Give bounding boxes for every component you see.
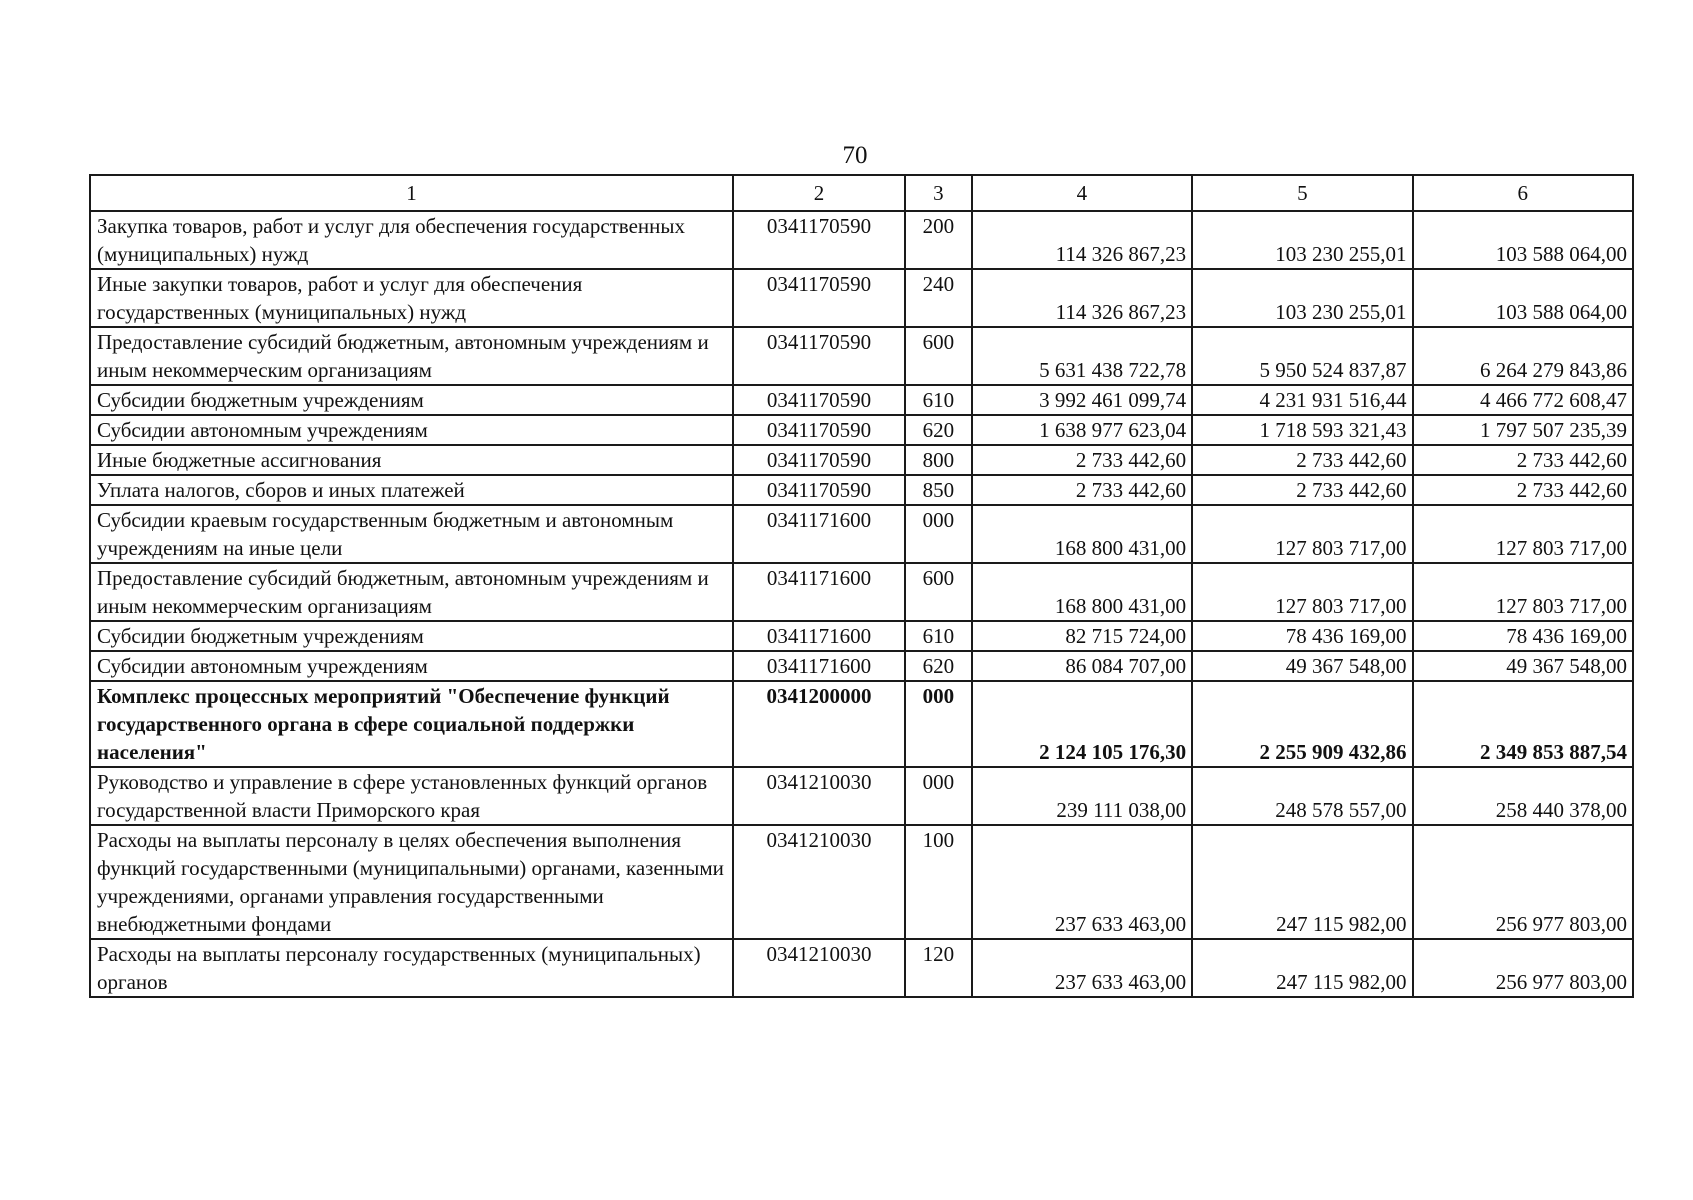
cell-type: 200 — [905, 211, 972, 269]
table-row — [90, 475, 1633, 505]
cell-amount-col4: 5 631 438 722,78 — [972, 327, 1192, 385]
column-header-1: 1 — [90, 175, 733, 211]
cell-amount-col5: 127 803 717,00 — [1192, 563, 1412, 621]
cell-amount-col6: 2 349 853 887,54 — [1413, 681, 1633, 767]
cell-amount-col5: 127 803 717,00 — [1192, 505, 1412, 563]
cell-type: 240 — [905, 269, 972, 327]
cell-amount-col5: 248 578 557,00 — [1192, 767, 1412, 825]
cell-amount-col5: 103 230 255,01 — [1192, 269, 1412, 327]
cell-amount-col6: 258 440 378,00 — [1413, 767, 1633, 825]
cell-type: 600 — [905, 563, 972, 621]
cell-amount-col5: 247 115 982,00 — [1192, 939, 1412, 997]
cell-amount-col5: 5 950 524 837,87 — [1192, 327, 1412, 385]
cell-amount-col5: 4 231 931 516,44 — [1192, 385, 1412, 415]
cell-amount-col6: 2 733 442,60 — [1413, 475, 1633, 505]
table-row — [90, 269, 1633, 327]
cell-name: Руководство и управление в сфере установленных функций органов государственной власти Приморского края — [90, 767, 733, 825]
cell-amount-col4: 3 992 461 099,74 — [972, 385, 1192, 415]
cell-amount-col6: 78 436 169,00 — [1413, 621, 1633, 651]
cell-type: 120 — [905, 939, 972, 997]
cell-amount-col6: 6 264 279 843,86 — [1413, 327, 1633, 385]
cell-amount-col5: 2 733 442,60 — [1192, 445, 1412, 475]
table-row — [90, 445, 1633, 475]
cell-type: 620 — [905, 415, 972, 445]
cell-amount-col6: 256 977 803,00 — [1413, 825, 1633, 939]
cell-name: Комплекс процессных мероприятий "Обеспечение функций государственного органа в сфере социальной поддержки населения" — [90, 681, 733, 767]
page-number: 70 — [842, 142, 868, 169]
cell-amount-col4: 1 638 977 623,04 — [972, 415, 1192, 445]
table-row — [90, 385, 1633, 415]
cell-name: Предоставление субсидий бюджетным, автономным учреждениям и иным некоммерческим организациям — [90, 327, 733, 385]
cell-code: 0341210030 — [733, 939, 905, 997]
column-header-3: 3 — [905, 175, 972, 211]
cell-code: 0341210030 — [733, 767, 905, 825]
cell-amount-col4: 239 111 038,00 — [972, 767, 1192, 825]
cell-code: 0341171600 — [733, 621, 905, 651]
cell-type: 800 — [905, 445, 972, 475]
cell-amount-col5: 103 230 255,01 — [1192, 211, 1412, 269]
table-row — [90, 621, 1633, 651]
cell-code: 0341170590 — [733, 269, 905, 327]
cell-amount-col6: 127 803 717,00 — [1413, 505, 1633, 563]
cell-type: 100 — [905, 825, 972, 939]
cell-type: 000 — [905, 767, 972, 825]
cell-type: 610 — [905, 385, 972, 415]
table-body — [90, 211, 1633, 997]
cell-name: Закупка товаров, работ и услуг для обеспечения государственных (муниципальных) нужд — [90, 211, 733, 269]
cell-name: Расходы на выплаты персоналу государственных (муниципальных) органов — [90, 939, 733, 997]
cell-code: 0341170590 — [733, 327, 905, 385]
table-row — [90, 681, 1633, 767]
cell-code: 0341170590 — [733, 211, 905, 269]
cell-type: 000 — [905, 681, 972, 767]
cell-amount-col6: 4 466 772 608,47 — [1413, 385, 1633, 415]
column-header-5: 5 — [1192, 175, 1412, 211]
table-row — [90, 825, 1633, 939]
cell-type: 000 — [905, 505, 972, 563]
cell-type: 600 — [905, 327, 972, 385]
table-row — [90, 563, 1633, 621]
cell-name: Уплата налогов, сборов и иных платежей — [90, 475, 733, 505]
cell-amount-col5: 49 367 548,00 — [1192, 651, 1412, 681]
cell-amount-col5: 2 255 909 432,86 — [1192, 681, 1412, 767]
cell-amount-col5: 1 718 593 321,43 — [1192, 415, 1412, 445]
cell-amount-col6: 49 367 548,00 — [1413, 651, 1633, 681]
cell-name: Предоставление субсидий бюджетным, автономным учреждениям и иным некоммерческим организациям — [90, 563, 733, 621]
cell-amount-col4: 2 733 442,60 — [972, 445, 1192, 475]
cell-name: Иные закупки товаров, работ и услуг для обеспечения государственных (муниципальных) нужд — [90, 269, 733, 327]
cell-amount-col6: 1 797 507 235,39 — [1413, 415, 1633, 445]
cell-code: 0341200000 — [733, 681, 905, 767]
cell-code: 0341210030 — [733, 825, 905, 939]
cell-amount-col6: 103 588 064,00 — [1413, 269, 1633, 327]
table-row — [90, 211, 1633, 269]
table-row — [90, 651, 1633, 681]
cell-code: 0341170590 — [733, 445, 905, 475]
column-header-2: 2 — [733, 175, 905, 211]
cell-amount-col4: 82 715 724,00 — [972, 621, 1192, 651]
cell-amount-col6: 256 977 803,00 — [1413, 939, 1633, 997]
cell-amount-col4: 237 633 463,00 — [972, 825, 1192, 939]
budget-table — [89, 174, 1634, 998]
cell-code: 0341171600 — [733, 505, 905, 563]
cell-amount-col4: 2 733 442,60 — [972, 475, 1192, 505]
cell-amount-col4: 114 326 867,23 — [972, 211, 1192, 269]
column-header-4: 4 — [972, 175, 1192, 211]
cell-amount-col5: 78 436 169,00 — [1192, 621, 1412, 651]
table-row — [90, 327, 1633, 385]
cell-name: Субсидии автономным учреждениям — [90, 415, 733, 445]
cell-amount-col4: 114 326 867,23 — [972, 269, 1192, 327]
cell-amount-col6: 2 733 442,60 — [1413, 445, 1633, 475]
table-row — [90, 505, 1633, 563]
cell-amount-col4: 86 084 707,00 — [972, 651, 1192, 681]
cell-type: 850 — [905, 475, 972, 505]
cell-name: Расходы на выплаты персоналу в целях обеспечения выполнения функций государственными (муниципальными) органами, казенными учреждениями, органами управления государственными внебюджетными фондами — [90, 825, 733, 939]
table-row — [90, 767, 1633, 825]
cell-amount-col4: 168 800 431,00 — [972, 563, 1192, 621]
cell-name: Иные бюджетные ассигнования — [90, 445, 733, 475]
cell-amount-col4: 237 633 463,00 — [972, 939, 1192, 997]
table-row — [90, 939, 1633, 997]
cell-code: 0341170590 — [733, 475, 905, 505]
table-header-row — [90, 175, 1633, 211]
cell-amount-col5: 2 733 442,60 — [1192, 475, 1412, 505]
cell-code: 0341171600 — [733, 651, 905, 681]
cell-amount-col4: 2 124 105 176,30 — [972, 681, 1192, 767]
cell-name: Субсидии бюджетным учреждениям — [90, 385, 733, 415]
cell-code: 0341170590 — [733, 385, 905, 415]
cell-amount-col4: 168 800 431,00 — [972, 505, 1192, 563]
cell-amount-col6: 103 588 064,00 — [1413, 211, 1633, 269]
cell-type: 620 — [905, 651, 972, 681]
cell-code: 0341170590 — [733, 415, 905, 445]
column-header-6: 6 — [1413, 175, 1633, 211]
cell-amount-col5: 247 115 982,00 — [1192, 825, 1412, 939]
cell-name: Субсидии бюджетным учреждениям — [90, 621, 733, 651]
cell-name: Субсидии автономным учреждениям — [90, 651, 733, 681]
cell-type: 610 — [905, 621, 972, 651]
cell-code: 0341171600 — [733, 563, 905, 621]
table-row — [90, 415, 1633, 445]
cell-amount-col6: 127 803 717,00 — [1413, 563, 1633, 621]
cell-name: Субсидии краевым государственным бюджетным и автономным учреждениям на иные цели — [90, 505, 733, 563]
